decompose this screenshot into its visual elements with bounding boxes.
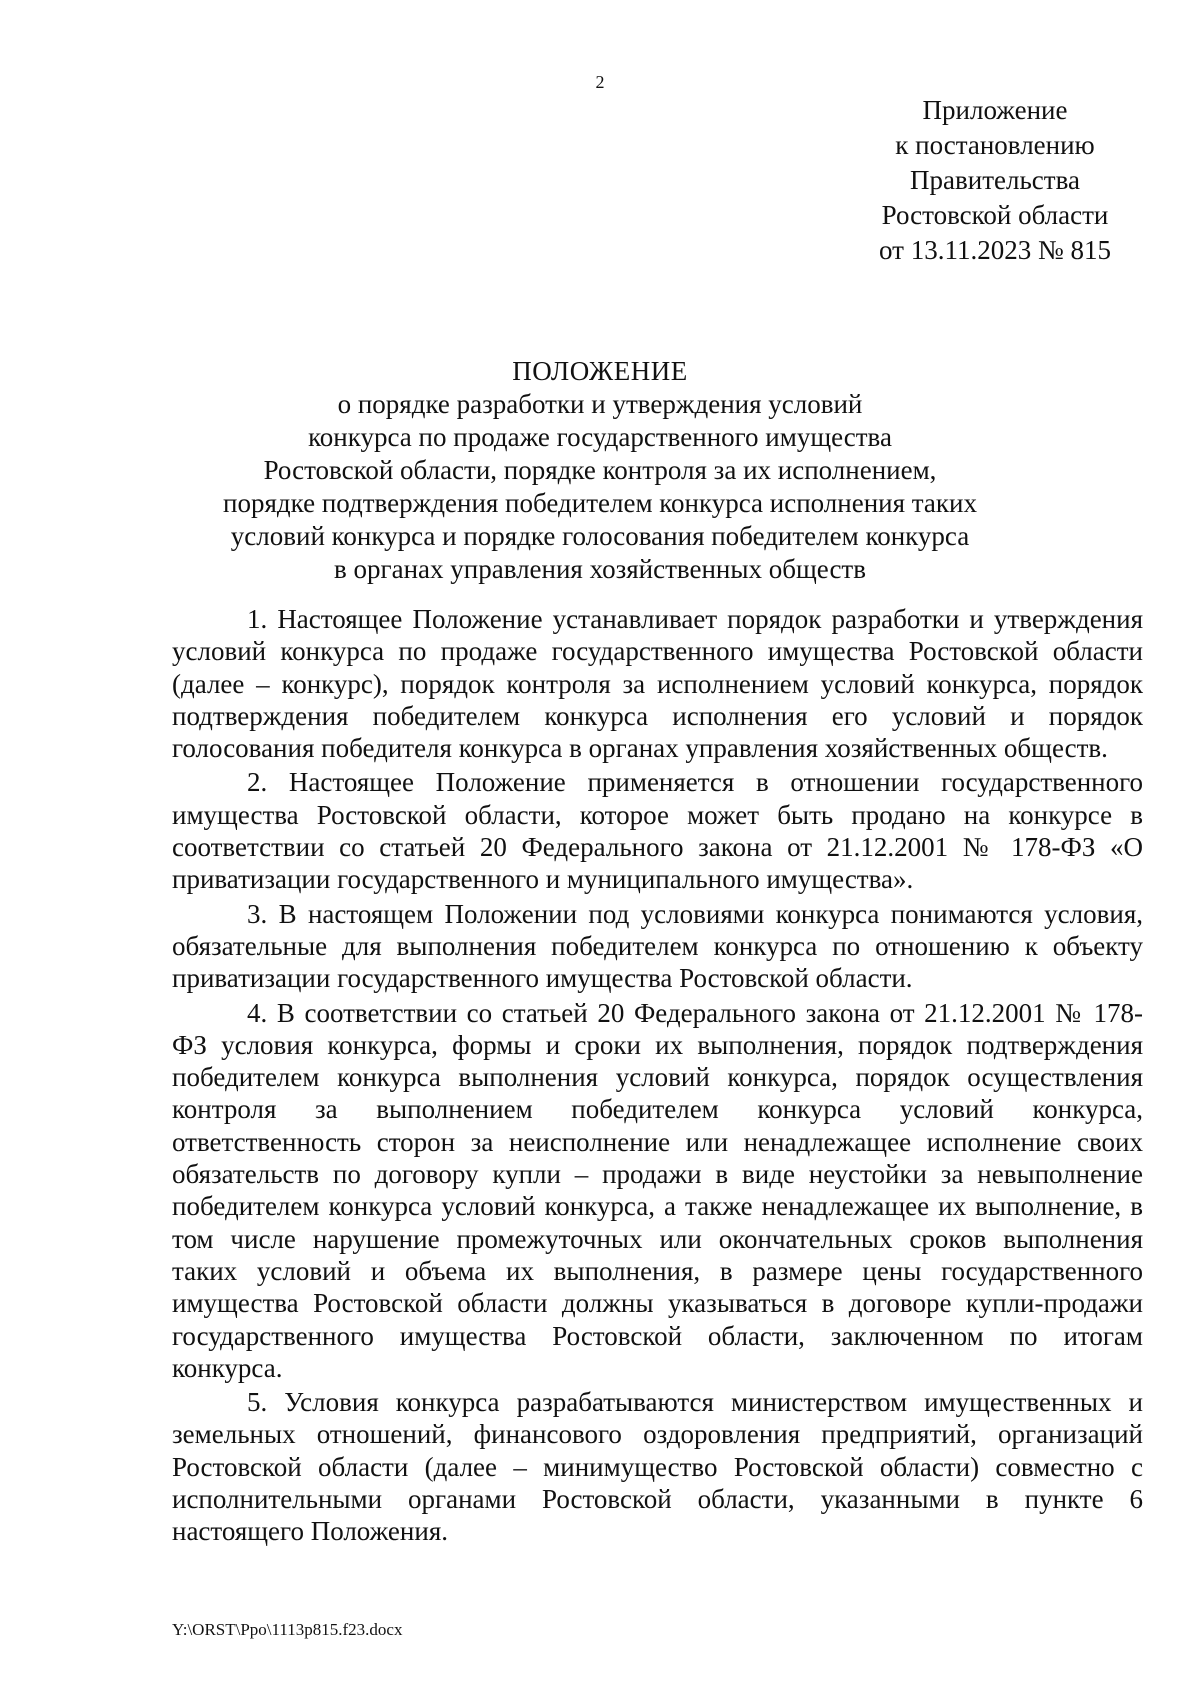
footer-file-path: Y:\ORST\Ppo\1113p815.f23.docx	[172, 1620, 403, 1639]
paragraph-5: 5. Условия конкурса разрабатываются министерством имущественных и земельных отношений, финансового оздоровления предприятий, организаций Ростовской области (далее – минимущество Ростовской области) совместно с исполнительными органами Ростовской области, указанными в пункте 6 настоящего Положения.	[172, 1387, 1143, 1547]
document-title	[170, 355, 1030, 586]
title-line: условий конкурса и порядке голосования победителем конкурса	[230, 521, 970, 551]
title-line: Ростовской области, порядке контроля за их исполнением,	[263, 455, 937, 485]
title-heading: ПОЛОЖЕНИЕ	[512, 356, 688, 386]
appendix-block	[830, 93, 1160, 268]
title-line: порядке подтверждения победителем конкурса исполнения таких	[223, 488, 977, 518]
appendix-line: от 13.11.2023 № 815	[879, 235, 1111, 265]
document-body	[172, 603, 1143, 1550]
paragraph-4: 4. В соответствии со статьей 20 Федерального закона от 21.12.2001 № 178-ФЗ условия конкурса, формы и сроки их выполнения, порядок подтверждения победителем конкурса выполнения условий конкурса, порядок осуществления контроля за выполнением победителем конкурса условий конкурса, ответственность сторон за неисполнение или ненадлежащее исполнение своих обязательств по договору купли – продажи в виде неустойки за невыполнение победителем конкурса условий конкурса, а также ненадлежащее их выполнение, в том числе нарушение промежуточных или окончательных сроков выполнения таких условий и объема их выполнения, в размере цены государственного имущества Ростовской области должны указываться в договоре купли-продажи государственного имущества Ростовской области, заключенном по итогам конкурса.	[172, 997, 1143, 1383]
paragraph-3: 3. В настоящем Положении под условиями конкурса понимаются условия, обязательные для выполнения победителем конкурса по отношению к объекту приватизации государственного имущества Ростовской области.	[172, 898, 1143, 994]
paragraph-1: 1. Настоящее Положение устанавливает порядок разработки и утверждения условий конкурса по продаже государственного имущества Ростовской области (далее – конкурс), порядок контроля за исполнением условий конкурса, порядок подтверждения победителем конкурса исполнения его условий и порядок голосования победителя конкурса в органах управления хозяйственных обществ.	[172, 604, 1143, 764]
appendix-line: Приложение	[922, 95, 1068, 125]
title-line: о порядке разработки и утверждения условий	[337, 389, 863, 419]
appendix-line: Ростовской области	[881, 200, 1109, 230]
paragraph-2: 2. Настоящее Положение применяется в отношении государственного имущества Ростовской области, которое может быть продано на конкурсе в соответствии со статьей 20 Федерального закона от 21.12.2001 № 178-ФЗ «О приватизации государственного и муниципального имущества».	[172, 767, 1143, 895]
title-line: конкурса по продаже государственного имущества	[308, 422, 892, 452]
page-number: 2	[595, 72, 605, 92]
title-line: в органах управления хозяйственных обществ	[334, 554, 866, 584]
appendix-line: к постановлению	[895, 130, 1095, 160]
appendix-line: Правительства	[910, 165, 1080, 195]
